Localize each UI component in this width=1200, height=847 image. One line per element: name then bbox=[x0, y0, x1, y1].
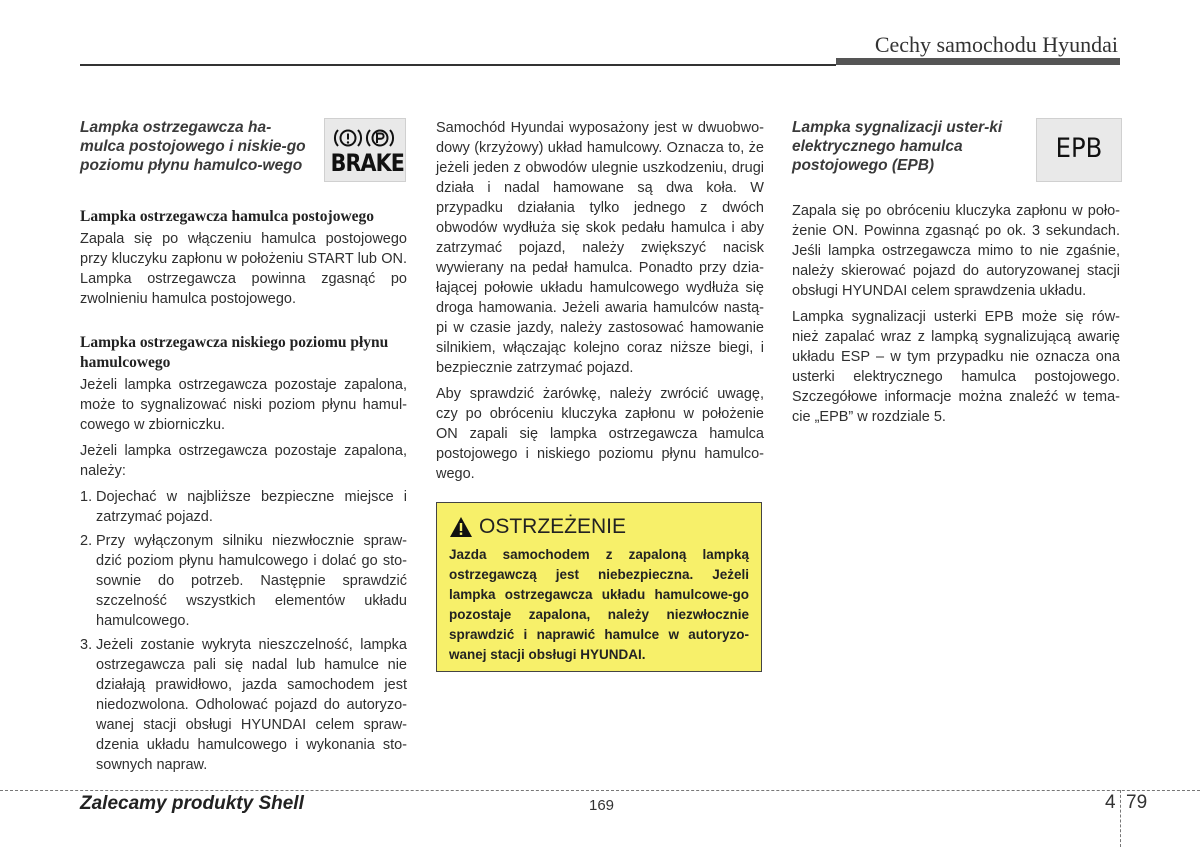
list-item bbox=[80, 531, 407, 631]
list-item-text: Jeżeli zostanie wykryta nieszczelność, lampka ostrzegawcza pali się nadal lub hamulce nie działają prawidłowo, jazda samochodem jest niedozwolona. Odholować pojazd do autoryzo-wanej stacji obsługi HYUNDAI celem spraw-dzenia układu hamulcowego i wykonania sto-sownych napraw. bbox=[96, 637, 407, 773]
list-item bbox=[80, 635, 407, 775]
warning-triangle-icon bbox=[449, 516, 473, 538]
list-item bbox=[80, 487, 407, 527]
footer-slogan: Zalecamy produkty Shell bbox=[80, 793, 304, 814]
list-item-number: 1. bbox=[80, 489, 93, 505]
footer-section-number: 4 bbox=[1105, 792, 1116, 813]
footer-divider bbox=[1120, 790, 1121, 847]
column-left bbox=[80, 118, 407, 779]
page-header-title: Cechy samochodu Hyundai bbox=[874, 32, 1118, 57]
warning-body: Jazda samochodem z zapaloną lampką ostrzegawczą jest niebezpieczna. Jeżeli lampka ostrzegawcza układu hamulcowe-go pozostaje zapalona, należy niezwłocznie sprawdzić i naprawić hamulce w autoryzo-wanej stacji obsługi HYUNDAI. bbox=[449, 547, 749, 662]
subheading-parking-brake: Lampka ostrzegawcza hamulca postojowego bbox=[80, 208, 375, 225]
header-bar bbox=[836, 58, 1120, 65]
footer-rule bbox=[0, 790, 1200, 791]
list-item-text: Dojechać w najbliższe bezpieczne miejsce i zatrzymać pojazd. bbox=[96, 489, 407, 525]
paragraph-epb-2: Lampka sygnalizacji usterki EPB może się rów-nież zapalać wraz z lampką sygnalizującą awarię układu ESP – w tym przypadku nie oznacza ona usterki elektrycznego hamulca postojowego. Szczegółowe informacje można znaleźć w tema-cie „EPB” w rozdziale 5. bbox=[792, 309, 1120, 425]
header-rule bbox=[80, 64, 836, 66]
warning-box bbox=[436, 502, 762, 672]
list-item-number: 3. bbox=[80, 637, 93, 653]
footer-sheet-number: 169 bbox=[589, 797, 615, 814]
paragraph-brake-fluid-2: Jeżeli lampka ostrzegawcza pozostaje zapalona, należy: bbox=[80, 443, 407, 479]
footer-page-number: 79 bbox=[1126, 792, 1148, 813]
paragraph-dual-circuit: Samochód Hyundai wyposażony jest w dwuobwo-dowy (krzyżowy) układ hamulcowy. Oznacza to, że jeżeli jeden z obwodów ulegnie uszkodzeniu, drugi działa i nadal hamowane są dwa koła. W przypadku działania tylko jednego z dwóch obwodów wydłuża się skok pedału hamulca i aby zatrzymać pojazd, należy zwiększyć nacisk wywierany na pedał hamulca. Ponadto przy dzia-łającej połowie układu hamulcowego wydłuża się droga hamowania. Jeżeli awaria hamulców nastą-pi w czasie jazdy, należy zastosować hamowanie silnikiem, włączając kolejno coraz niższe biegi, i bezpiecznie zatrzymać pojazd. bbox=[436, 120, 764, 376]
subheading-brake-fluid: Lampka ostrzegawcza niskiego poziomu płynu hamulcowego bbox=[80, 334, 389, 371]
paragraph-epb-1: Zapala się po obróceniu kluczyka zapłonu w poło-żenie ON. Powinna zgasnąć po ok. 3 sekundach. Jeśli lampka ostrzegawcza mimo to nie zgaśnie, należy skierować pojazd do autoryzowanej stacji obsługi HYUNDAI celem sprawdzenia układu. bbox=[792, 203, 1120, 299]
section-title-brake-warning: Lampka ostrzegawcza ha-mulca postojowego i niskie-go poziomu płynu hamulco-wego bbox=[80, 119, 306, 174]
steps-list bbox=[80, 487, 407, 775]
epb-icon-label: EPB bbox=[1055, 133, 1103, 164]
section-title-epb: Lampka sygnalizacji uster-ki elektrycznego hamulca postojowego (EPB) bbox=[792, 119, 1003, 174]
paragraph-brake-fluid-1: Jeżeli lampka ostrzegawcza pozostaje zapalona, może to sygnalizować niski poziom płynu hamul-cowego w zbiorniczku. bbox=[80, 377, 407, 433]
list-item-text: Przy wyłączonym silniku niezwłocznie spraw-dzić poziom płynu hamulcowego i dolać go sto-sownie do potrzeb. Następnie sprawdzić szczelność wszystkich elementów układu hamulcowego. bbox=[96, 533, 407, 629]
column-middle bbox=[436, 118, 764, 672]
paragraph-parking-brake: Zapala się po włączeniu hamulca postojowego przy kluczyku zapłonu w położeniu START lub ON. Lampka ostrzegawcza powinna zgasnąć po zwolnieniu hamulca postojowego. bbox=[80, 231, 407, 307]
column-right bbox=[792, 118, 1120, 433]
warning-title: OSTRZEŻENIE bbox=[479, 515, 627, 538]
brake-icon-label: BRAKE bbox=[330, 149, 404, 177]
paragraph-bulb-check: Aby sprawdzić żarówkę, należy zwrócić uwagę, czy po obróceniu kluczyka zapłonu w położenie ON zapali się lampka ostrzegawcza hamulca postojowego i niskiego poziomu płynu hamulco-wego. bbox=[436, 386, 764, 482]
list-item-number: 2. bbox=[80, 533, 93, 549]
